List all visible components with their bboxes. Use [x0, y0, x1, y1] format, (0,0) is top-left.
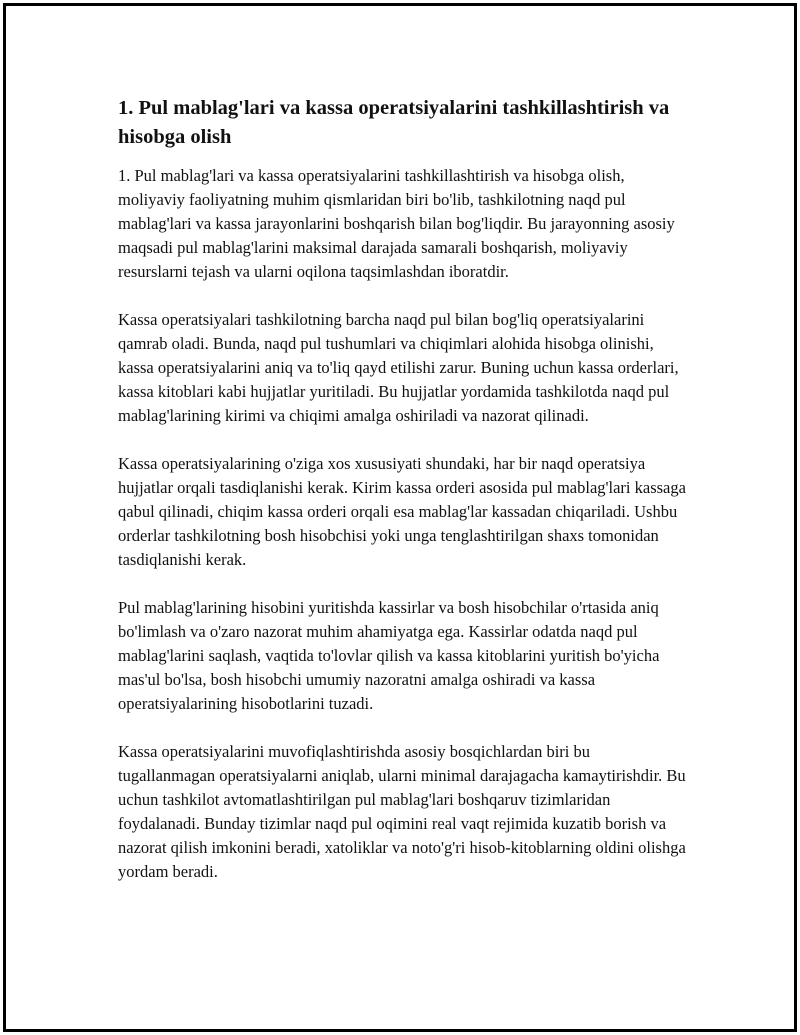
section-heading: 1. Pul mablag'lari va kassa operatsiyalarini tashkillashtirish va hisobga olish [118, 97, 670, 148]
paragraph-4: Pul mablag'larining hisobini yuritishda kassirlar va bosh hisobchilar o'rtasida aniq bo'limlash va o'zaro nazorat muhim ahamiyatga ega. Kassirlar odatda naqd pul mablag'larini saqlash, vaqtida to'lovlar qilish va kassa kitoblarini yuritish bo'yicha mas'ul bo'lsa, bosh hisobchi umumiy nazoratni amalga oshiradi va kassa operatsiyalarining hisobotlarini tuzadi. [118, 598, 660, 713]
paragraph-1: 1. Pul mablag'lari va kassa operatsiyalarini tashkillashtirish va hisobga olish, moliyaviy faoliyatning muhim qismlaridan biri bo'lib, tashkilotning naqd pul mablag'lari va kassa jarayonlarini boshqarish bilan bog'liqdir. Bu jarayonning asosiy maqsadi pul mablag'larini maksimal darajada samarali boshqarish, moliyaviy resurslarni tejash va ularni oqilona taqsimlashdan iboratdir. [118, 166, 675, 281]
paragraph-3: Kassa operatsiyalarining o'ziga xos xususiyati shundaki, har bir naqd operatsiya hujjatlar orqali tasdiqlanishi kerak. Kirim kassa orderi asosida pul mablag'lari kassaga qabul qilinadi, chiqim kassa orderi orqali esa mablag'lar kassadan chiqariladi. Ushbu orderlar tashkilotning bosh hisobchisi yoki unga tenglashtirilgan shaxs tomonidan tasdiqlanishi kerak. [118, 454, 686, 569]
paragraph-5: Kassa operatsiyalarini muvofiqlashtirishda asosiy bosqichlardan biri bu tugallanmagan operatsiyalarni aniqlab, ularni minimal darajagacha kamaytirishdir. Bu uchun tashkilot avtomatlashtirilgan pul mablag'lari boshqaruv tizimlaridan foydalanadi. Bunday tizimlar naqd pul oqimini real vaqt rejimida kuzatib borish va nazorat qilish imkonini beradi, xatoliklar va noto'g'ri hisob-kitoblarning oldini olishga yordam beradi. [118, 742, 686, 881]
paragraph-2: Kassa operatsiyalari tashkilotning barcha naqd pul bilan bog'liq operatsiyalarini qamrab oladi. Bunda, naqd pul tushumlari va chiqimlari alohida hisobga olinishi, kassa operatsiyalarini aniq va to'liq qayd etilishi zarur. Buning uchun kassa orderlari, kassa kitoblari kabi hujjatlar yuritiladi. Bu hujjatlar yordamida tashkilotda naqd pul mablag'larining kirimi va chiqimi amalga oshiriladi va nazorat qilinadi. [118, 310, 679, 425]
document-body [118, 94, 688, 908]
